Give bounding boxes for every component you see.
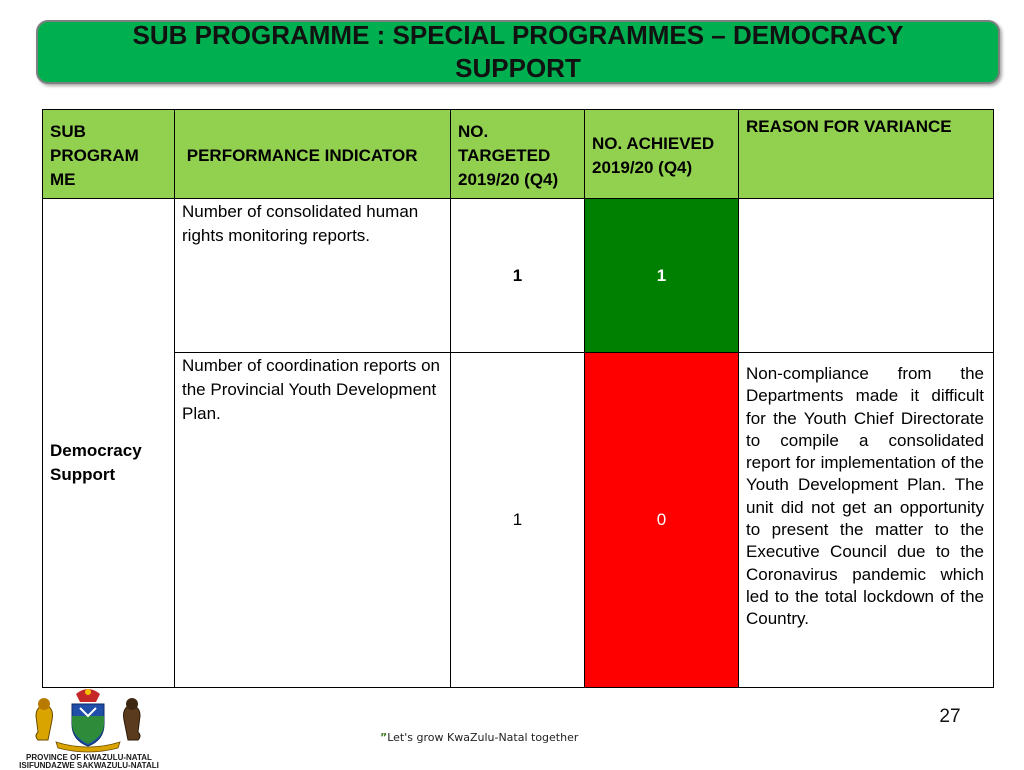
achieved-cell-met: 1 (585, 199, 739, 353)
targeted-cell: 1 (451, 199, 585, 353)
slogan-quote-mark: ” (380, 731, 388, 744)
footer-slogan (380, 731, 640, 744)
page-number: 27 (939, 706, 961, 727)
header-achieved: NO. ACHIEVED 2019/20 (Q4) (585, 110, 739, 199)
logo-province-name: PROVINCE OF KWAZULU-NATAL (26, 753, 152, 762)
reason-cell: Non-compliance from the Departments made it difficult for the Youth Chief Directorate to compile a consolidated report for implementation of the Youth Development Plan. The unit did not get an opportunity to present the matter to the Executive Council due to the Coronavirus pandemic which led to the total lockdown of the Country. (739, 353, 994, 688)
achieved-cell-not-met: 0 (585, 353, 739, 688)
performance-table (42, 109, 994, 688)
coat-of-arms-icon (4, 684, 174, 754)
page-title: SUB PROGRAMME : SPECIAL PROGRAMMES – DEMOCRACY SUPPORT (132, 20, 904, 83)
logo-province-name-zulu: ISIFUNDAZWE SAKWAZULU-NATALI (19, 761, 159, 770)
indicator-cell: Number of coordination reports on the Provincial Youth Development Plan. (175, 353, 451, 688)
header-targeted: NO. TARGETED 2019/20 (Q4) (451, 110, 585, 199)
header-reason-for-variance: REASON FOR VARIANCE (739, 110, 994, 199)
table-row (43, 199, 994, 353)
title-banner (36, 20, 1000, 84)
targeted-cell: 1 (451, 353, 585, 688)
header-performance-indicator: PERFORMANCE INDICATOR (175, 110, 451, 199)
reason-cell (739, 199, 994, 353)
kzn-coat-of-arms-logo (4, 684, 174, 768)
sub-programme-cell: Democracy Support (43, 199, 175, 688)
slogan-text: Let's grow KwaZulu-Natal together (387, 731, 579, 744)
header-sub-programme: SUB PROGRAM ME (43, 110, 175, 199)
table-row (43, 353, 994, 688)
indicator-cell: Number of consolidated human rights monitoring reports. (175, 199, 451, 353)
table-header-row (43, 110, 994, 199)
